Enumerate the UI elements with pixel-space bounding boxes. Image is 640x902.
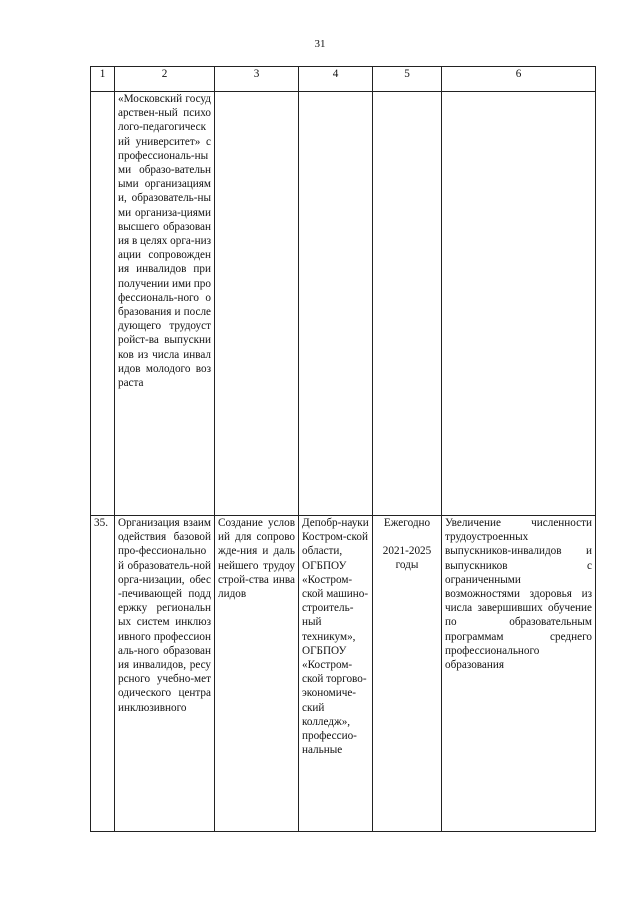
row-35-measure: Организация взаимодействия базовой про-фессиональной образователь-ной орга-низации, обес-печивающей поддержку региональных систем инклюзивного профессиональ-ного образования инвалидов, ресурсного учебно-методического центра инклюзивного	[115, 516, 215, 832]
row-35-result: Увеличение численности трудоустроенных выпускников-инвалидов и выпускников с ограниченными возможностями здоровья из числа завершивших обучение по образовательным программам среднего профессионального образования	[442, 516, 596, 832]
table-row-continuation	[91, 92, 596, 516]
cont-col-3	[215, 92, 299, 516]
header-col-6: 6	[442, 67, 596, 92]
header-col-2: 2	[115, 67, 215, 92]
table-header-row	[91, 67, 596, 92]
deadline-years: 2021-2025 годы	[382, 545, 432, 572]
header-col-1: 1	[91, 67, 115, 92]
row-35-goal: Создание условий для сопровожде-ния и дальнейшего трудоустрой-ства инвалидов	[215, 516, 299, 832]
page-number: 31	[314, 38, 326, 50]
cont-col-1	[91, 92, 115, 516]
cont-col-6	[442, 92, 596, 516]
header-col-3: 3	[215, 67, 299, 92]
cont-col-2-text: «Московский государствен-ный психолого-педагогический университет» с профессиональ-ными образо-вательными организациями, образователь-ными организа-циями высшего образования в целях орга-низации сопровождения инвалидов при получении ими профессиональ-ного образования и последующего трудоустройст-ва выпускников из числа инвалидов молодого возраста	[115, 92, 215, 516]
deadline-period: Ежегодно	[383, 517, 431, 529]
row-number: 35.	[91, 516, 115, 832]
row-35-deadline	[373, 516, 442, 832]
header-col-4: 4	[299, 67, 373, 92]
cont-col-4	[299, 92, 373, 516]
measures-table	[90, 66, 596, 832]
row-35-responsible: Депобр-науки Костром-ской области, ОГБПОУ «Костром-ской машино-строитель-ный техникум», ОГБПОУ «Костром-ской торгово-экономиче-ский колледж», профессио-нальные	[299, 516, 373, 832]
header-col-5: 5	[373, 67, 442, 92]
cont-col-5	[373, 92, 442, 516]
table-row-35	[91, 516, 596, 832]
